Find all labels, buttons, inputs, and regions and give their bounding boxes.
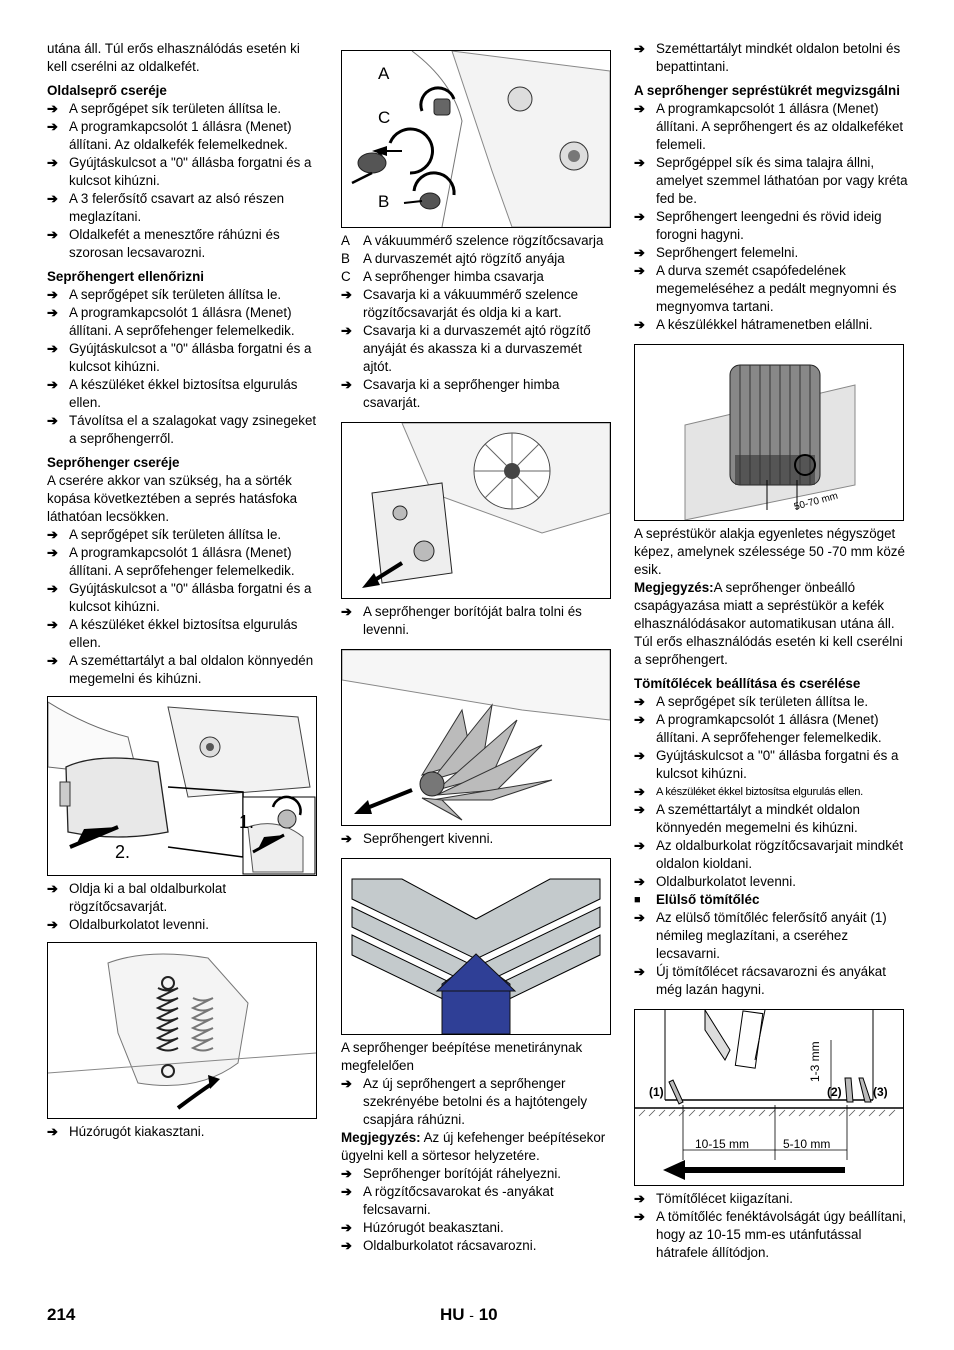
steps-elulso [634, 909, 908, 999]
fig-label-a: A [378, 64, 390, 83]
arrow-icon: ➔ [341, 1238, 352, 1253]
step-text: A seprőgépet sík területen állítsa le. [656, 694, 869, 709]
arrow-icon: ➔ [634, 694, 645, 709]
arrow-icon: ➔ [341, 1076, 352, 1091]
legend-key: A [341, 233, 350, 248]
step-text: Seprőhengert kivenni. [363, 831, 494, 846]
legend-item [341, 250, 613, 268]
direction-illustration [342, 859, 610, 1034]
arrow-icon: ➔ [634, 712, 645, 727]
step-item [634, 693, 908, 711]
arrow-icon: ➔ [47, 917, 58, 932]
step-text: A tömítőléc fenéktávolságát úgy beállítani, hogy az 10-15 mm-es utánfutással hátrafele állítódjon. [656, 1209, 907, 1260]
step-text: Oldalkefét a menesztőre ráhúzni és szorosan lecsavarozni. [69, 227, 280, 260]
figure-abc [341, 50, 611, 228]
step-text: A 3 felerősítő csavart az alsó részen meglazítani. [69, 191, 285, 224]
step-text: A seprőgépet sík területen állítsa le. [69, 287, 282, 302]
step-item [341, 286, 613, 322]
note-label-c3: Megjegyzés: [634, 580, 714, 595]
step-text: Oldalburkolatot levenni. [69, 917, 209, 932]
steps-c3-end [634, 1190, 908, 1262]
page-dash: - [469, 1307, 474, 1323]
step-item [634, 873, 908, 891]
arrow-icon: ➔ [47, 305, 58, 320]
fig-label-c: C [378, 108, 391, 127]
step-item [47, 226, 319, 262]
legend-item [341, 268, 613, 286]
column-3 [634, 40, 908, 1262]
fig1-label-2: 2. [115, 842, 131, 862]
steps-c2-a [341, 286, 613, 412]
figure-spring [47, 942, 317, 1119]
caption-install: A seprőhenger beépítése menetiránynak megfelelően [341, 1040, 583, 1073]
page-label [440, 1305, 498, 1325]
page-lang: HU [440, 1305, 465, 1324]
step-text: Szeméttartályt mindkét oldalon betolni és bepattintani. [656, 41, 901, 74]
legend-key: B [341, 251, 350, 266]
arrow-icon: ➔ [47, 341, 58, 356]
fig-label-1: (1) [649, 1085, 664, 1099]
step-text: Oldalburkolatot rácsavarozni. [363, 1238, 537, 1253]
step-text: Oldja ki a bal oldalburkolat rögzítőcsavarját. [69, 881, 227, 914]
step-text: Húzórugót kiakasztani. [69, 1124, 205, 1139]
arrow-icon: ➔ [341, 323, 352, 338]
step-text: Seprőhenger borítóját ráhelyezni. [363, 1166, 562, 1181]
steps-ellenorizni [47, 286, 319, 448]
arrow-icon: ➔ [634, 910, 645, 925]
step-text: A programkapcsolót 1 állásra (Menet) állítani. A seprőfehenger felemelkedik. [69, 545, 295, 578]
step-item [341, 1237, 613, 1255]
step-text: Húzórugót beakasztani. [363, 1220, 504, 1235]
figure-seal-strip [634, 1009, 904, 1186]
steps-c2-d [341, 1075, 613, 1129]
arrow-icon: ➔ [47, 617, 58, 632]
step-text: A programkapcsolót 1 állásra (Menet) állítani. Az oldalkefék felemelkednek. [69, 119, 292, 152]
step-item [634, 711, 908, 747]
step-small-text: A készüléket ékkel biztosítsa elgurulás ellen. [656, 786, 863, 798]
arrow-icon: ➔ [341, 1220, 352, 1235]
arrow-icon: ➔ [47, 581, 58, 596]
csere-intro: A cserére akkor van szükség, ha a sörték kopása következtében a seprés hatásfoka láthatóan lecsökken. [47, 473, 298, 524]
arrow-icon: ➔ [634, 784, 645, 799]
page-number: 214 [47, 1305, 76, 1324]
step-item [634, 837, 908, 873]
step-text: Seprőgéppel sík és sima talajra állni, amelyet szemmel láthatóan por vagy kréta fed be. [656, 155, 908, 206]
step-item [341, 1219, 613, 1237]
fig-dim-1-3: 1-3 mm [808, 1041, 822, 1082]
step-item [47, 580, 319, 616]
heading-elulso-row [634, 891, 908, 909]
figure-side-cover [47, 696, 317, 876]
intro-text: utána áll. Túl erős elhasználódás esetén ki kell cserélni az oldalkefét. [47, 41, 300, 74]
step-text: Seprőhengert leengedni és rövid ideig forogni hagyni. [656, 209, 882, 242]
step-item [47, 1123, 319, 1141]
heading-ellenorizni: Seprőhengert ellenőrizni [47, 269, 204, 284]
arrow-icon: ➔ [47, 287, 58, 302]
step-item [634, 40, 908, 76]
step-text: Seprőhengert felemelni. [656, 245, 799, 260]
step-text: Csavarja ki a seprőhenger himba csavarját. [363, 377, 560, 410]
legend-text: A seprőhenger himba csavarja [363, 269, 544, 284]
note-text-c2: Az új kefehenger beépítésekor ügyelni kell a sörtesor helyzetére. [341, 1130, 606, 1163]
arrow-icon: ➔ [634, 263, 645, 278]
figure-roller-remove [341, 649, 611, 826]
legend-text: A durvaszemét ajtó rögzítő anyája [363, 251, 565, 266]
step-text: Gyújtáskulcsot a "0" állásba forgatni és a kulcsot kihúzni. [69, 581, 312, 614]
steps-after-fig1 [47, 880, 319, 934]
legend-abc [341, 232, 613, 286]
step-item [634, 1208, 908, 1262]
arrow-icon: ➔ [341, 604, 352, 619]
side-cover-illustration [48, 697, 316, 875]
figure-direction [341, 858, 611, 1035]
steps-csere [47, 526, 319, 688]
heading-elulso: Elülső tömítőléc [656, 892, 760, 907]
arrow-icon: ➔ [634, 41, 645, 56]
arrow-icon: ➔ [47, 881, 58, 896]
steps-c3-a [634, 40, 908, 76]
legend-key: C [341, 269, 351, 284]
step-item [341, 603, 613, 639]
step-item [341, 1165, 613, 1183]
arrow-icon: ➔ [634, 209, 645, 224]
note-c3 [634, 579, 908, 669]
arrow-icon: ➔ [47, 545, 58, 560]
square-bullet-icon: ■ [634, 894, 641, 906]
figure-cover [341, 422, 611, 599]
arrow-icon: ➔ [47, 101, 58, 116]
step-text: A rögzítőcsavarokat és -anyákat felcsavarni. [363, 1184, 554, 1217]
arrow-icon: ➔ [634, 748, 645, 763]
step-item [634, 208, 908, 244]
arrow-icon: ➔ [634, 964, 645, 979]
legend-text: A vákuummérő szelence rögzítőcsavarja [363, 233, 604, 248]
step-small [634, 783, 908, 801]
step-item [634, 316, 908, 334]
fig-dim-10-15: 10-15 mm [695, 1137, 750, 1151]
step-text: Oldalburkolatot levenni. [656, 874, 796, 889]
arrow-icon: ➔ [341, 287, 352, 302]
step-item [634, 100, 908, 154]
step-item [47, 916, 319, 934]
arrow-icon: ➔ [341, 377, 352, 392]
arrow-icon: ➔ [47, 413, 58, 428]
step-item [47, 190, 319, 226]
arrow-icon: ➔ [634, 1191, 645, 1206]
step-text: Az elülső tömítőléc felerősítő anyáit (1) némileg meglazítani, a cseréhez lecsavarni. [656, 910, 887, 961]
steps-c2-e [341, 1165, 613, 1255]
step-text: Tömítőlécet kiigazítani. [656, 1191, 793, 1206]
step-text: A seprőhenger borítóját balra tolni és levenni. [363, 604, 582, 637]
fig-label-3: (3) [873, 1085, 888, 1099]
arrow-icon: ➔ [634, 838, 645, 853]
arrow-icon: ➔ [634, 101, 645, 116]
step-item [47, 118, 319, 154]
spring-illustration [48, 943, 316, 1118]
step-item [634, 747, 908, 783]
step-text: A durva szemét csapófedelének megemeléséhez a pedált megnyomni és megnyomva tartani. [656, 263, 897, 314]
step-item [634, 244, 908, 262]
step-item [634, 801, 908, 837]
abc-illustration [342, 51, 610, 227]
arrow-icon: ➔ [634, 1209, 645, 1224]
column-1 [47, 40, 319, 1141]
step-item [341, 322, 613, 376]
heading-tomito: Tömítőlécek beállítása és cserélése [634, 676, 861, 691]
step-item [341, 1075, 613, 1129]
arrow-icon: ➔ [634, 874, 645, 889]
step-item [634, 262, 908, 316]
fig1-label-1: 1. [239, 812, 255, 832]
arrow-icon: ➔ [47, 119, 58, 134]
step-item [634, 1190, 908, 1208]
arrow-icon: ➔ [634, 802, 645, 817]
step-item [634, 963, 908, 999]
step-item [47, 286, 319, 304]
step-item [47, 376, 319, 412]
step-item [47, 544, 319, 580]
sweep-pattern-illustration [635, 345, 903, 520]
step-text: Távolítsa el a szalagokat vagy zsinegeket a seprőhengerről. [69, 413, 317, 446]
arrow-icon: ➔ [341, 831, 352, 846]
seal-strip-illustration [635, 1010, 903, 1185]
step-text: Gyújtáskulcsot a "0" állásba forgatni és a kulcsot kihúzni. [69, 155, 312, 188]
step-text: Gyújtáskulcsot a "0" állásba forgatni és a kulcsot kihúzni. [656, 748, 899, 781]
steps-tukor [634, 100, 908, 334]
step-text: A programkapcsolót 1 állásra (Menet) állítani. A seprőfehenger felemelkedik. [656, 712, 882, 745]
roller-remove-illustration [342, 650, 610, 825]
legend-item [341, 232, 613, 250]
arrow-icon: ➔ [47, 377, 58, 392]
step-item [634, 154, 908, 208]
step-text: A programkapcsolót 1 állásra (Menet) állítani. A seprőhengert és az oldalkeféket felemeli. [656, 101, 904, 152]
step-item [47, 304, 319, 340]
step-text: A szeméttartályt a bal oldalon könnyedén megemelni és kihúzni. [69, 653, 314, 686]
step-text: A készüléket ékkel biztosítsa elgurulás ellen. [69, 617, 298, 650]
step-text: A seprőgépet sík területen állítsa le. [69, 527, 282, 542]
step-item [341, 830, 613, 848]
step-text: Csavarja ki a vákuummérő szelence rögzítőcsavarját és oldja ki a kart. [363, 287, 579, 320]
note-label-c2: Megjegyzés: [341, 1130, 421, 1145]
step-item [47, 340, 319, 376]
step-item [341, 376, 613, 412]
arrow-icon: ➔ [341, 1184, 352, 1199]
step-item [341, 1183, 613, 1219]
steps-tomito [634, 693, 908, 783]
heading-tukor: A seprőhenger sepréstükrét megvizsgálni [634, 83, 900, 98]
page-sub-number: 10 [478, 1305, 498, 1324]
step-text: A programkapcsolót 1 állásra (Menet) állítani. A seprőfehenger felemelkedik. [69, 305, 295, 338]
note-text-c3: A seprőhenger önbeálló csapágyazása miatt a sepréstükör a kefék elhasználódásakor automatikusan utána áll. Túl erős elhasználódás esetén ki kell cserélni a seprőhengert. [634, 580, 903, 667]
arrow-icon: ➔ [341, 1166, 352, 1181]
fig-label-b: B [378, 192, 390, 211]
step-item [47, 412, 319, 448]
step-item [47, 100, 319, 118]
arrow-icon: ➔ [634, 317, 645, 332]
step-text: Új tömítőlécet rácsavarozni és anyákat még lazán hagyni. [656, 964, 886, 997]
steps-c2-c [341, 830, 613, 848]
steps-tomito2 [634, 801, 908, 891]
step-text: A szeméttartályt a mindkét oldalon könnyedén megemelni és kihúzni. [656, 802, 860, 835]
note-c2 [341, 1129, 613, 1165]
step-text: Az új seprőhengert a seprőhenger szekrényébe betolni és a hajtótengely csapjára ráhúzni. [363, 1076, 588, 1127]
step-item [47, 154, 319, 190]
step-item [47, 526, 319, 544]
step-text: Gyújtáskulcsot a "0" állásba forgatni és a kulcsot kihúzni. [69, 341, 312, 374]
step-text: Csavarja ki a durvaszemét ajtó rögzítő anyáját és akassza ki a durvaszemét ajtót. [363, 323, 591, 374]
arrow-icon: ➔ [634, 245, 645, 260]
tukor-desc: A sepréstükör alakja egyenletes négyszöget képez, amelynek szélessége 50 -70 mm közé esik. [634, 526, 905, 577]
step-text: A seprőgépet sík területen állítsa le. [69, 101, 282, 116]
arrow-icon: ➔ [47, 653, 58, 668]
step-item [634, 909, 908, 963]
step-text: A készülékkel hátramenetben elállni. [656, 317, 873, 332]
arrow-icon: ➔ [47, 1124, 58, 1139]
steps-oldalsepro [47, 100, 319, 262]
fig-dim-5-10: 5-10 mm [783, 1137, 831, 1151]
fig-label-2: (2) [827, 1085, 842, 1099]
arrow-icon: ➔ [634, 155, 645, 170]
arrow-icon: ➔ [47, 227, 58, 242]
step-text: Az oldalburkolat rögzítőcsavarjait mindkét oldalon kioldani. [656, 838, 904, 871]
arrow-icon: ➔ [47, 527, 58, 542]
arrow-icon: ➔ [47, 191, 58, 206]
steps-c2-b [341, 603, 613, 639]
step-text: A készüléket ékkel biztosítsa elgurulás ellen. [69, 377, 298, 410]
steps-after-fig2 [47, 1123, 319, 1141]
column-2 [341, 50, 613, 1255]
arrow-icon: ➔ [47, 155, 58, 170]
heading-csere: Seprőhenger cseréje [47, 455, 180, 470]
figure-sweep-pattern [634, 344, 904, 521]
fig-mm-label: 50-70 mm [792, 490, 840, 513]
step-item [47, 616, 319, 652]
heading-oldalsepro: Oldalseprő cseréje [47, 83, 167, 98]
step-item [47, 652, 319, 688]
step-item [47, 880, 319, 916]
cover-illustration [342, 423, 610, 598]
